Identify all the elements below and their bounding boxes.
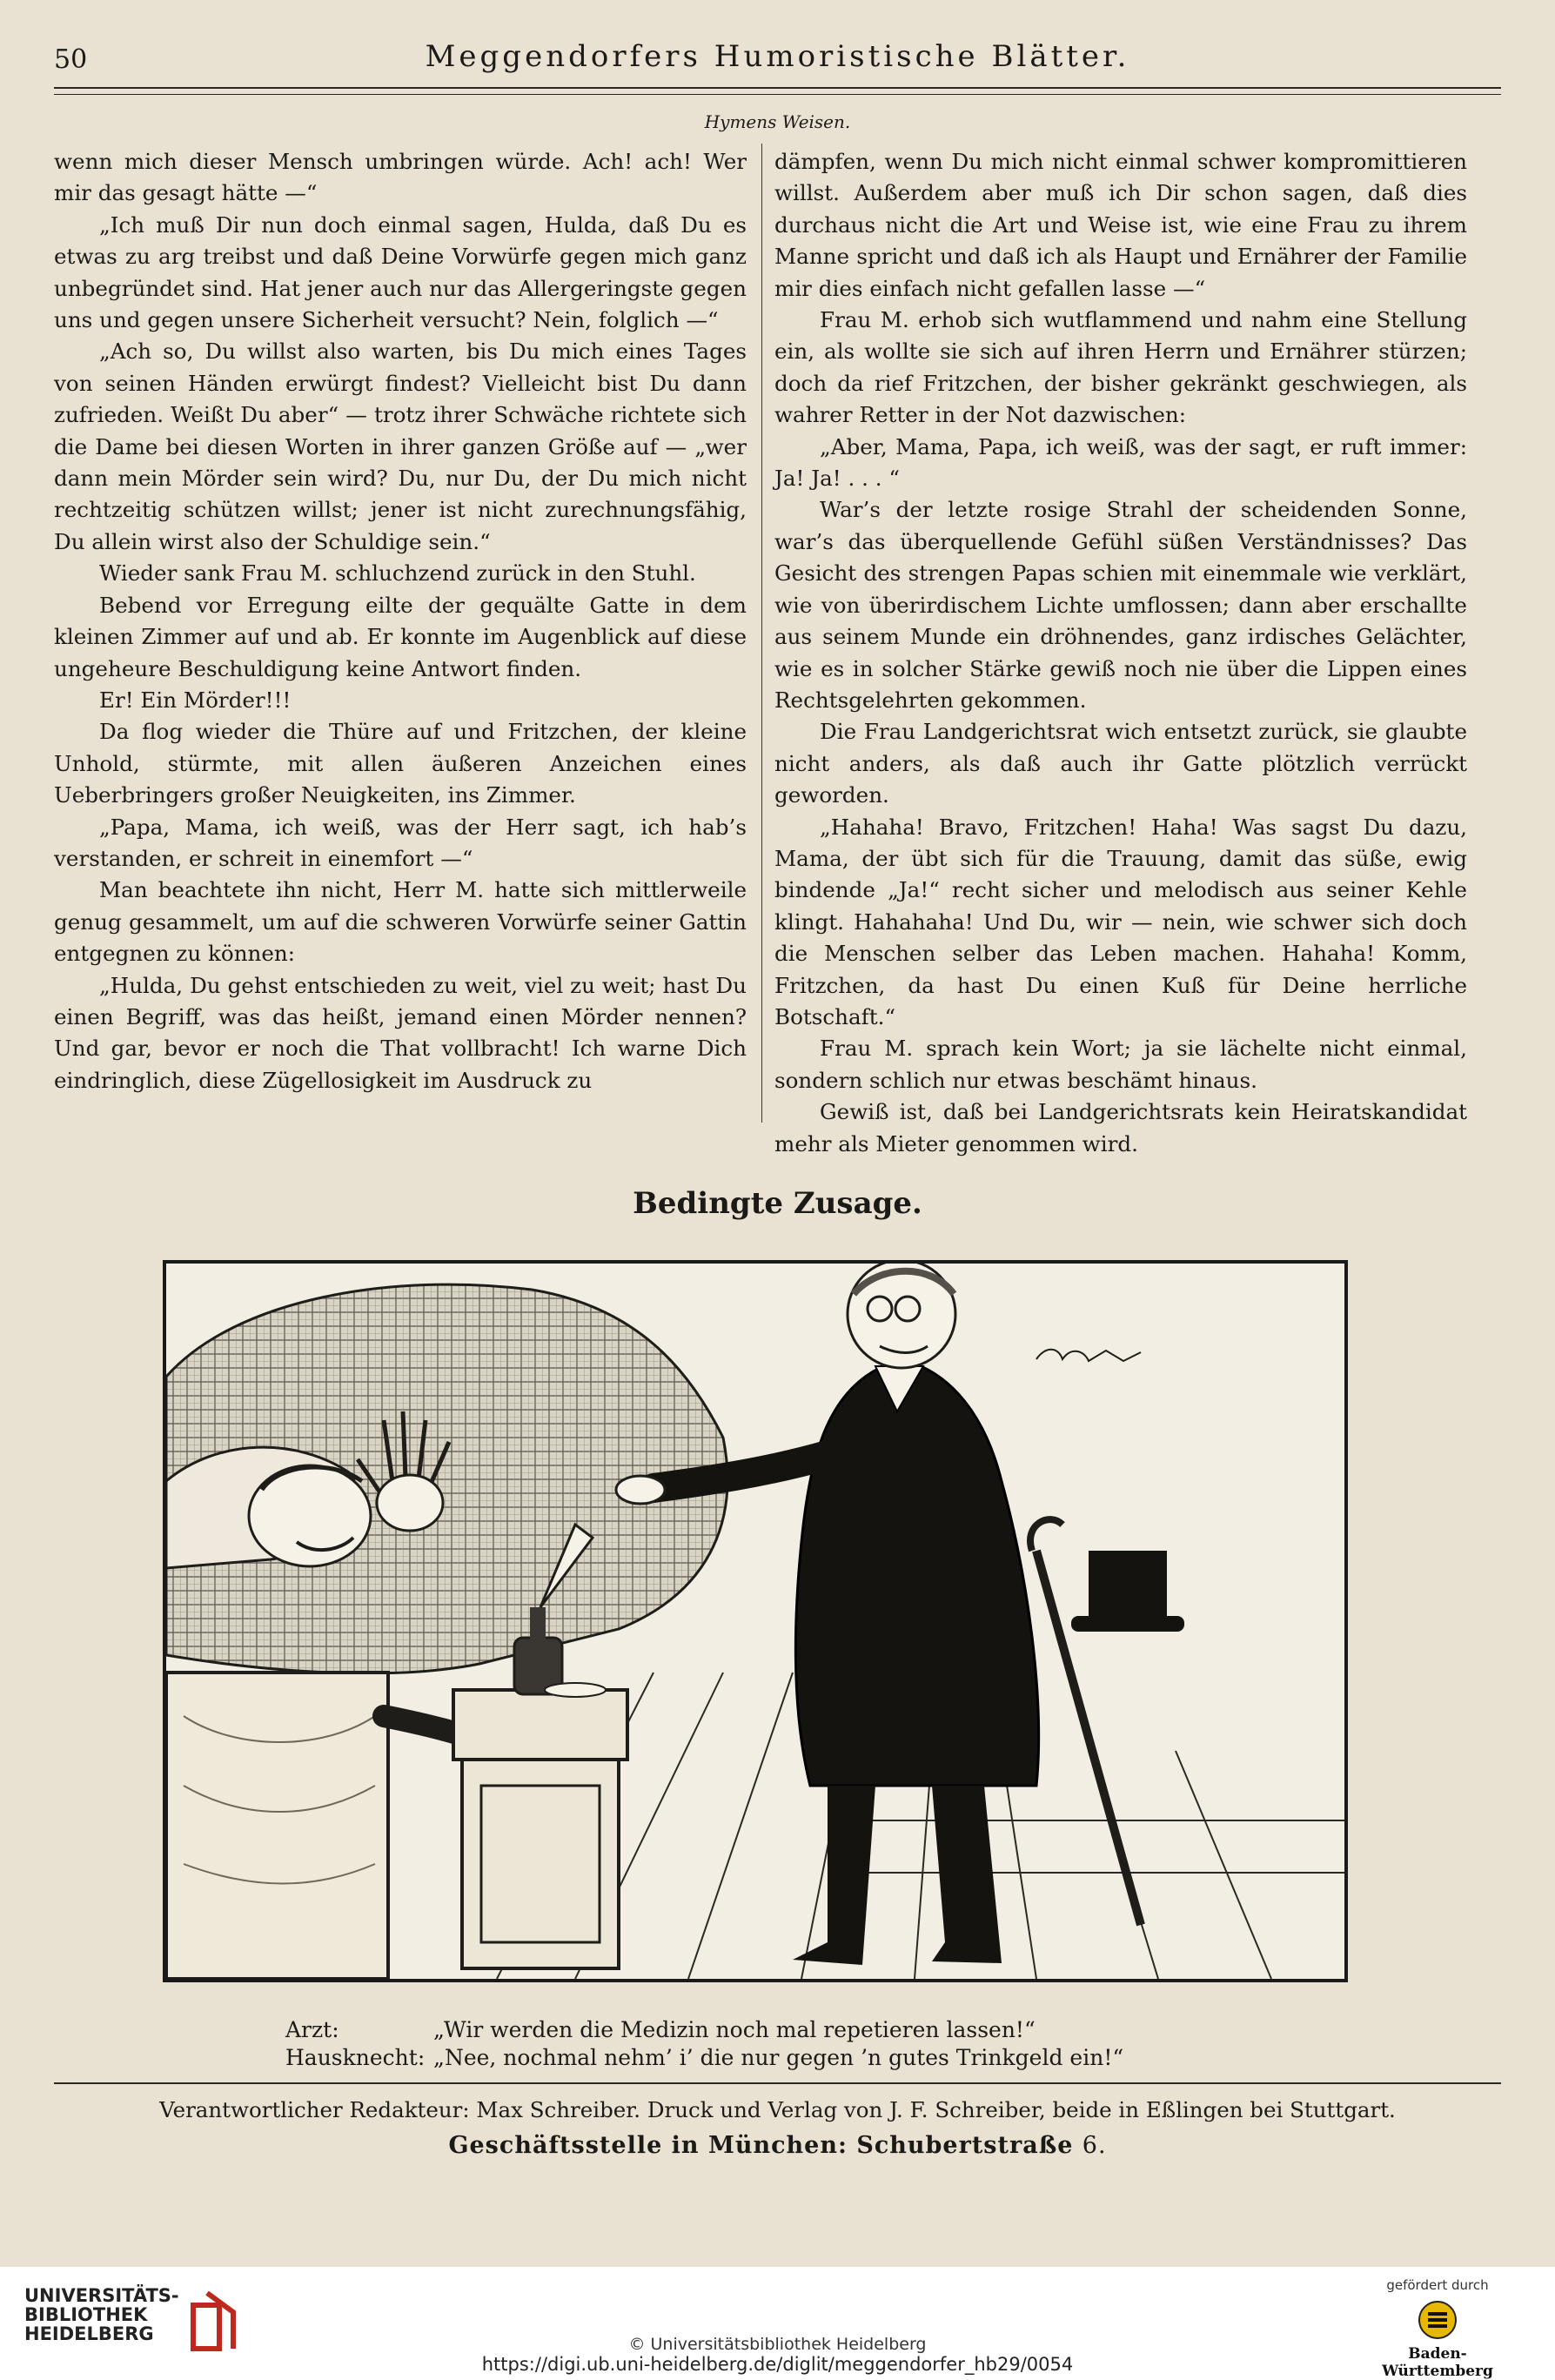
document-url-link[interactable]: https://digi.ub.uni-heidelberg.de/diglit/meggendorfer_hb29/0054 [481,2354,1074,2375]
story-paragraph: „Papa, Mama, ich weiß, was der Herr sagt, ich hab’s verstanden, er schreit in einemfort —“ [54,814,747,871]
caption-line [285,2017,1036,2042]
story-paragraph: dämpfen, wenn Du mich nicht einmal schwer kompromittieren willst. Außerdem aber muß ich Dir schon sagen, daß dies durchaus nicht die Art und Weise ist, wie eine Frau zu ihrem Manne spricht und daß ich als Haupt und Ernährer der Familie mir dies einfach nicht gefallen lasse —“ [774,149,1467,301]
caption-speaker: Arzt: [285,2017,339,2042]
footer-rule [54,2082,1501,2084]
story-paragraph: „Ach so, Du willst also warten, bis Du mich eines Tages von seinen Händen erwürgt findest? Vielleicht bist Du dann zufrieden. Weißt Du aber“ — trotz ihrer Schwäche richtete sich die Dame bei diesen Worten in ihrer ganzen Größe auf — „wer dann mein Mörder sein wird? Du, nur Du, der Du mich nicht rechtzeitig schützen willst; jener ist nicht zurechnungsfähig, Du allein wirst also der Schuldige sein.“ [54,339,747,554]
story-paragraph: „Hahaha! Bravo, Fritzchen! Haha! Was sagst Du dazu, Mama, der übt sich für die Trauung, damit das süße, ewig bindende „Ja!“ recht sicher und melodisch aus seiner Kehle klingt. Hahahaha! Und Du, wir — nein, wie schwer sich doch die Menschen selber das Leben machen. Hahaha! Komm, Fritzchen, da hast Du einen Kuß für Deine herrliche Botschaft.“ [774,814,1467,1029]
story-paragraph: „Ich muß Dir nun doch einmal sagen, Hulda, daß Du es etwas zu arg treibst und daß Deine Vorwürfe gegen mich ganz unbegründet sind. Hat jener auch nur das Allergeringste gegen uns und gegen unsere Sicherheit versucht? Nein, folglich —“ [54,211,747,333]
state-crest-icon [1418,2300,1458,2340]
header-rule [54,87,1501,95]
story-paragraph: „Aber, Mama, Papa, ich weiß, was der sagt, er ruft immer: Ja! Ja! . . . “ [774,433,1467,492]
story-paragraph: Frau M. erhob sich wutflammend und nahm eine Stellung ein, als wollte sie sich auf ihren Herrn und Ernährer stürzen; doch da rief Fritzchen, der bisher gekränkt geschwiegen, als wahrer Retter in der Not dazwischen: [774,307,1467,428]
library-name-line: HEIDELBERG [24,2323,154,2344]
funder-name: Baden-Württemberg [1382,2345,1493,2380]
story-paragraph: War’s der letzte rosige Strahl der scheidenden Sonne, war’s das überquellende Gefühl süßen Verständnisses? Das Gesicht des strengen Papas schien mit einemmale wie verklärt, wie von überirdischem Lichte umflossen; dann aber erschallte aus seinem Munde ein dröhnendes, ganz irdisches Gelächter, wie es in solcher Stärke gewiß noch nie über die Lippen eines Rechtsgelehrten gekommen. [774,497,1467,713]
caption-speaker: Hausknecht: [285,2045,426,2070]
cartoon-illustration [163,1260,1348,1982]
story-paragraph: Frau M. sprach kein Wort; ja sie lächelte nicht einmal, sondern schlich nur etwas beschämt hinaus. [774,1036,1467,1093]
story-paragraph: Wieder sank Frau M. schluchzend zurück in den Stuhl. [99,560,696,587]
running-head [54,39,1501,77]
cartoon-title: Bedingte Zusage. [633,1186,922,1221]
section-title: Hymens Weisen. [704,111,851,132]
office-address [0,2132,1555,2159]
copyright-notice: © Universitätsbibliothek Heidelberg [628,2335,927,2354]
story-column-left [54,146,747,1096]
story-paragraph: Die Frau Landgerichtsrat wich entsetzt zurück, sie glaubte nicht anders, als daß auch ihr Gatte plötzlich verrückt geworden. [774,719,1467,808]
library-name-line: BIBLIOTHEK [24,2304,148,2325]
funding-notice [1355,2277,1520,2380]
story-column-right [774,146,1467,1160]
imprint-line: Verantwortlicher Redakteur: Max Schreiber. Druck und Verlag von J. F. Schreiber, beide in Eßlingen bei Stuttgart. [159,2097,1396,2122]
funded-by-label: gefördert durch [1386,2277,1489,2293]
caption-text: „Wir werden die Medizin noch mal repetieren lassen!“ [433,2017,1036,2042]
story-paragraph: wenn mich dieser Mensch umbringen würde. Ach! ach! Wer mir das gesagt hätte —“ [54,149,747,206]
story-paragraph: Da flog wieder die Thüre auf und Fritzchen, der kleine Unhold, stürmte, mit allen äußeren Anzeichen eines Ueberbringers großer Neuigkeiten, ins Zimmer. [54,719,747,808]
office-number: 6. [1082,2132,1107,2159]
digitization-footer [0,2267,1555,2380]
column-divider [761,144,762,1123]
story-paragraph: Er! Ein Mörder!!! [99,687,292,713]
library-name-line: UNIVERSITÄTS- [24,2285,179,2306]
story-paragraph: Bebend vor Erregung eilte der gequälte Gatte in dem kleinen Zimmer auf und ab. Er konnte im Augenblick auf diese ungeheure Beschuldigung keine Antwort finden. [54,592,747,681]
caption-line [285,2045,1123,2070]
story-paragraph: „Hulda, Du gehst entschieden zu weit, viel zu weit; hast Du einen Begriff, was das heißt, jemand einen Mörder nennen? Und gar, bevor er noch die That vollbracht! Ich warne Dich eindringlich, diese Zügellosigkeit im Ausdruck zu [54,972,747,1093]
story-paragraph: Man beachtete ihn nicht, Herr M. hatte sich mittlerweile genug gesammelt, um auf die schweren Vorwürfe seiner Gattin entgegnen zu können: [54,877,747,967]
office-label: Geschäftsstelle in München: Schubertstraße [448,2132,1074,2159]
page-number: 50 [54,44,88,75]
journal-title: Meggendorfers Humoristische Blätter. [425,39,1130,74]
caption-text: „Nee, nochmal nehm’ i’ die nur gegen ’n gutes Trinkgeld ein!“ [433,2045,1124,2070]
story-paragraph: Gewiß ist, daß bei Landgerichtsrats kein Heiratskandidat mehr als Mieter genommen wird. [774,1099,1467,1156]
